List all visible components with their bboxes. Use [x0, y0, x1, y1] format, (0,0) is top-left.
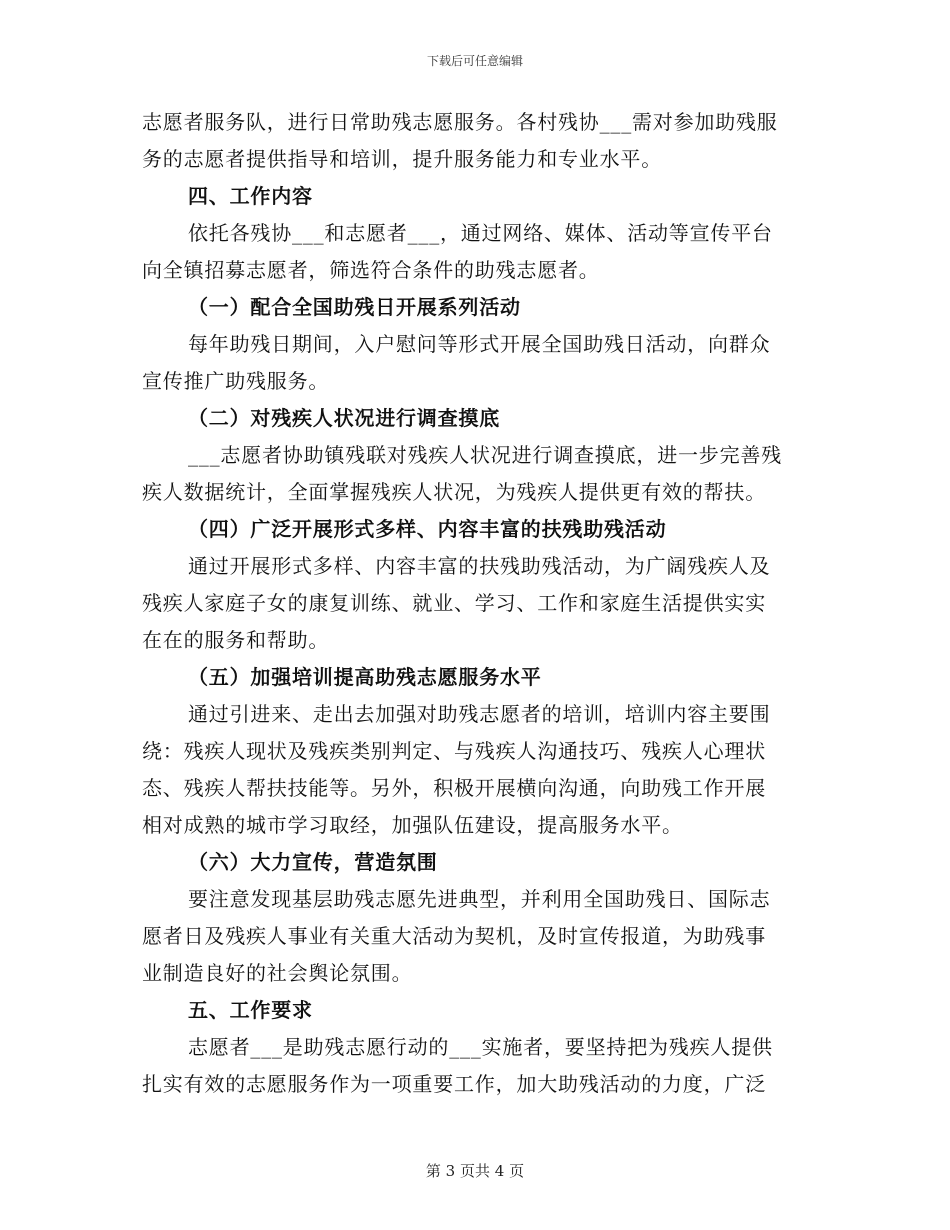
section-heading: 五、工作要求 [188, 998, 313, 1022]
paragraph-line: 疾人数据统计，全面掌握残疾人状况，为残疾人提供更有效的帮扶。 [142, 480, 766, 504]
paragraph-line: 绕：残疾人现状及残疾类别判定、与残疾人沟通技巧、残疾人心理状 [142, 739, 766, 763]
page-footer: 第 3 页共 4 页 [425, 1162, 525, 1180]
paragraph-line: 志愿者___是助残志愿行动的___实施者，要坚持把为残疾人提供 [188, 1035, 773, 1059]
paragraph-line: 宣传推广助残服务。 [142, 369, 330, 393]
paragraph-line: 每年助残日期间，入户慰问等形式开展全国助残日活动，向群众 [188, 332, 771, 356]
paragraph-line: 要注意发现基层助残志愿先进典型，并利用全国助残日、国际志 [188, 887, 771, 911]
paragraph-line: 业制造良好的社会舆论氛围。 [142, 961, 413, 985]
paragraph-line: 志愿者服务队，进行日常助残志愿服务。各村残协___需对参加助残服 [142, 110, 778, 134]
section-heading: （一）配合全国助残日开展系列活动 [188, 295, 521, 319]
section-heading: （四）广泛开展形式多样、内容丰富的扶残助残活动 [188, 517, 667, 541]
page-header: 下载后可任意编辑 [426, 54, 523, 68]
paragraph-line: 扎实有效的志愿服务作为一项重要工作，加大助残活动的力度，广泛 [142, 1072, 766, 1096]
document-body [142, 104, 814, 1103]
section-heading: （六）大力宣传，营造氛围 [188, 850, 438, 874]
paragraph-line: 残疾人家庭子女的康复训练、就业、学习、工作和家庭生活提供实实 [142, 591, 766, 615]
paragraph-line: ___志愿者协助镇残联对残疾人状况进行调查摸底，进一步完善残 [188, 443, 782, 467]
paragraph-line: 在在的服务和帮助。 [142, 628, 330, 652]
paragraph-line: 通过开展形式多样、内容丰富的扶残助残活动，为广阔残疾人及 [188, 554, 771, 578]
paragraph-line: 相对成熟的城市学习取经，加强队伍建设，提高服务水平。 [142, 813, 683, 837]
section-heading: 四、工作内容 [188, 184, 313, 208]
paragraph-line: 向全镇招募志愿者，筛选符合条件的助残志愿者。 [142, 258, 600, 282]
section-heading: （五）加强培训提高助残志愿服务水平 [188, 665, 542, 689]
paragraph-line: 务的志愿者提供指导和培训，提升服务能力和专业水平。 [142, 147, 662, 171]
section-heading: （二）对残疾人状况进行调查摸底 [188, 406, 500, 430]
paragraph-line: 态、残疾人帮扶技能等。另外，积极开展横向沟通，向助残工作开展 [142, 776, 766, 800]
paragraph-line: 通过引进来、走出去加强对助残志愿者的培训，培训内容主要围 [188, 702, 771, 726]
paragraph-line: 愿者日及残疾人事业有关重大活动为契机，及时宣传报道，为助残事 [142, 924, 766, 948]
paragraph-line: 依托各残协___和志愿者___，通过网络、媒体、活动等宣传平台 [188, 221, 773, 245]
